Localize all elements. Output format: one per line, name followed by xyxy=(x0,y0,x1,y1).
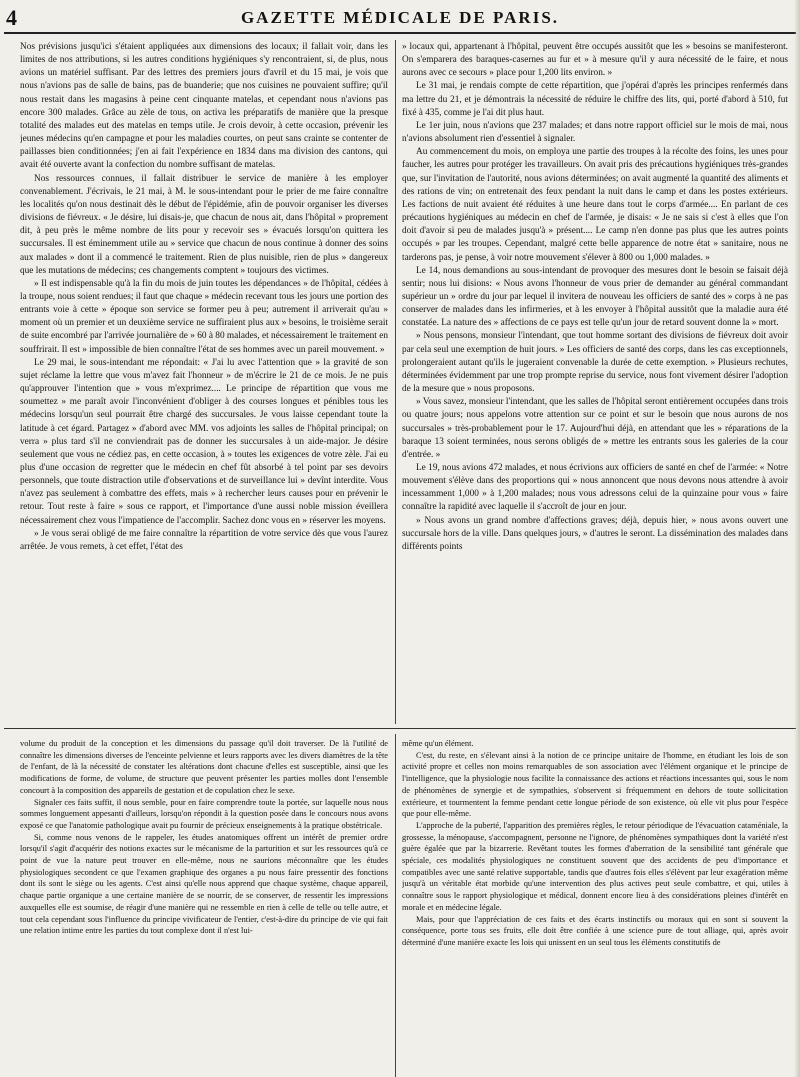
lower-right-column xyxy=(402,738,788,1074)
paragraph: » Il est indispensable qu'à la fin du mois de juin toutes les dépendances » de l'hôpital, cédées à la troupe, nous soient rendues; il faut que chaque » médecin recevant tous les jours une portion des entrants voie à cette » époque son service se former peu à peu; autrement il arriverait qu'au » moment où un premier et un deuxième service ne suffiraient plus aux » besoins, le troisième serait de suite encombré par l'arrivée journalière de » 60 à 80 malades, et nécessairement le traitement en souffrirait. Il est » impossible de bien connaître l'état de ses hommes avec un pareil mouvement. » xyxy=(20,278,388,355)
paragraph: Le 14, nous demandions au sous-intendant de provoquer des mesures dont le besoin se faisait déjà sentir; nous lui disions: « Nous avons l'honneur de vous prier de demander au général commandant supérieur un » ordre du jour par lequel il invitera de nouveau les officiers de santé des » corps à ne pas conserver de malades dans les infirmeries, et à les envoyer à l'hôpital aussitôt que la maladie aura été constatée. La nature des » affections de ce pays est telle qu'un jour de retard souvent donne la » mort. xyxy=(402,265,788,329)
lower-left-column xyxy=(20,738,388,1074)
paragraph: Signaler ces faits suffit, il nous semble, pour en faire comprendre toute la portée, sur laquelle nous nous sommes longuement appesanti d'ailleurs, lorsqu'on répondit à la question posée dans le concours nous avons exposé ce que l'anatomie pathologique avait pu fournir de précieux enseignements à la pratique obstétricale. xyxy=(20,797,388,830)
paragraph: » locaux qui, appartenant à l'hôpital, peuvent être occupés aussitôt que les » besoins se manifesteront. On s'emparera des baraques-casernes au fur et » à mesure qu'il y aura nécessité de le faire, et nous aurons avec ce secours » place pour 1,200 lits environ. » xyxy=(402,42,788,79)
paragraph: L'approche de la puberté, l'apparition des premières règles, le retour périodique de l'évacuation cataméniale, la grossesse, la ménopause, s'accompagnent, personne ne l'ignore, de phénomènes sympathiques dont la variété n'est guère égalée que par la bizarrerie. Revêtant toutes les formes d'aberration de la sensibilité tant générale que spéciale, ces modalités physiologiques ne constituent souvent que des accidents de peu d'importance et compatibles avec une santé relative supportable, tandis que d'autres fois elles s'élèvent par leur exagération même jusqu'à un véritable état morbide qu'une intervention des plus actives peut seule combattre, et qui, utiles à connaître sous le rapport physiologique et médical, donnent encore lieu à des considérations pleines d'intérêt en morale et en médecine légale. xyxy=(402,820,788,912)
paragraph: même qu'un élément. xyxy=(402,739,474,748)
paragraph: » Vous savez, monsieur l'intendant, que les salles de l'hôpital seront entièrement occupées dans trois ou quatre jours; nous appelons votre attention sur ce point et sur le besoin que nous aurons de nos succursales » très-probablement pour le 17. Aujourd'hui déjà, en attendant que les » réparations de la baraque 13 soient terminées, nous serons obligés de » mettre les entrants sous les galeries de la cour d'entrée. » xyxy=(402,397,788,460)
column-divider xyxy=(395,40,396,724)
paragraph: Nos prévisions jusqu'ici s'étaient appliquées aux dimensions des locaux; il fallait voir, dans les limites de nos attributions, si les autres conditions hygiéniques s'y rencontraient, si, de plus, nous avions un matériel suffisant. Par des lettres des premiers jours d'avril et du 15 mai, je vois que nous n'avions pas de salle de bains, pas de buanderie; que nos cuisines ne pouvaient suffire; qu'il nous restait dans les magasins à peine cent cinquante matelas, et cependant nous n'avions pas encore 300 malades. Grâce au zèle de tous, on activa les préparatifs de manière que la presque totalité des malades eut des matelas en temps utile. Je crois devoir, à cette occasion, prévenir les jeunes médecins qu'en campagne et pour les maladies courtes, on peut sans crainte se contenter de paillasses bien conditionnées; j'en ai fait l'expérience en 1834 dans ma division des cantons, qui avait été ouverte avant la confection du nombre suffisant de matelas. xyxy=(20,42,388,171)
paragraph: Le 1er juin, nous n'avions que 237 malades; et dans notre rapport officiel sur le mois de mai, nous n'avions absolument rien d'essentiel à signaler. xyxy=(402,120,788,145)
masthead-title: GAZETTE MÉDICALE DE PARIS. xyxy=(240,8,560,27)
paragraph: C'est, du reste, en s'élevant ainsi à la notion de ce principe unitaire de l'homme, en étudiant les lois de son activité propre et celles non moins remarquables de son association avec l'élément organique et le principe de l'intelligence, que la physiologie nous facilite la connaissance des actions et réactions incessantes qui, sous le nom de phénomènes de synergie et de sympathies, s'observent si fréquemment en dehors de toute sollicitation extérieure, et tourmentent la femme pendant cette longue période de son existence, où elle vit plus pour l'espèce que pour elle-même. xyxy=(402,750,788,819)
paragraph: Au commencement du mois, on employa une partie des troupes à la récolte des foins, les unes pour faucher, les autres pour protéger les travailleurs. On avait pris des précautions hygiéniques très-grandes que, sur l'invitation de l'autorité, nous avions déterminées; on avait augmenté la quantité des aliments et des rations de vin; on entretenait des feux pendant la nuit dans le camp et dans les postes extérieurs. Les factions de nuit avaient été réduites à une heure dans tout le corps d'armée.... En parlant de ces précautions hygiéniques au médecin en chef de l'armée, je disais: « Je ne sais si c'est à elles que l'on doit d'avoir si peu de malades jusqu'à » présent.... Le camp n'en donne pas plus que les autres points occupés » par les troupes. Cependant, malgré cette belle apparence de notre état » sanitaire, nous ne tarderons pas, je pense, à voir notre mouvement s'élever à 800 ou 1,000 malades. » xyxy=(402,147,788,263)
upper-right-column xyxy=(402,41,788,723)
page-header xyxy=(0,0,800,34)
paragraph: » Je vous serai obligé de me faire connaître la répartition de votre service dès que vous l'aurez arrêtée. Je vous remets, à cet effet, l'état des xyxy=(20,528,388,552)
paragraph: Le 19, nous avions 472 malades, et nous écrivions aux officiers de santé en chef de l'armée: « Notre mouvement s'élève dans des proportions qui » nous annoncent que nous devons nous attendre à avoir incessamment 1,000 » à 1,200 malades; nous vous adressons celui de la quinzaine pour vous » faire connaître la rapidité avec laquelle il s'accroît de jour en jour. xyxy=(402,463,788,513)
column-divider xyxy=(395,734,396,1077)
paragraph: » Nous avons un grand nombre d'affections graves; déjà, depuis hier, » nous avons ouvert une succursale hors de la ville. Dans quelques jours, » d'autres le seront. La dissémination des malades dans différents points xyxy=(402,515,788,552)
upper-left-column xyxy=(20,41,388,723)
paragraph: Si, comme nous venons de le rappeler, les études anatomiques offrent un intérêt de premier ordre lorsqu'il s'agit d'acquérir des notions exactes sur le mécanisme de la parturition et sur les ressources qu'à ce point de vue la nature peut trouver en elle-même, nous ne saurions méconnaître que les études physiologiques secondent ce que l'examen graphique des organes a pu nous faire pressentir des fonctions dont ils sont le siège ou les agents. C'est ainsi qu'elle nous apprend que chaque système, chaque appareil, chaque partie organique a une certaine manière de se nourrir, de se conserver, de ressentir les impressions auxquelles elle est soumise, de réagir d'une manière qui ne ressemble en rien à celle de telle ou telle autre, et tout cela cependant sous l'influence du principe vivificateur de l'entier, c'est-à-dire du principe de vie qui fait une relation intime entre les parties du tout complexe dont il n'est lui- xyxy=(20,832,388,936)
header-rule xyxy=(4,32,796,34)
paragraph: Le 29 mai, le sous-intendant me répondait: « J'ai lu avec l'attention que » la gravité de son sujet réclame la lettre que vous m'avez fait l'honneur » de m'écrire le 21 de ce mois. Je ne puis qu'approuver l'intention que » vous m'exprimez.... Le principe de répartition que vous me soumettez » me paraît avoir l'inconvénient d'obliger à des courses longues et pénibles tous les médecins lorsqu'un seul pourrait être chargé des succursales. Je vous laisse cependant toute la latitude à cet égard. Partagez » d'abord avec MM. vos adjoints les salles de l'hôpital principal; on verra » plus tard s'il ne conviendrait pas de donner les succursales à un aide-major. Je désire seulement que vous ne cédiez pas, en cette occasion, à » toutes les exigences de votre zèle. J'ai eu plus d'une occasion de regretter que le médecin en chef fût absorbé à tel point par ses devoirs personnels, que toute distraction utile d'observations et de surveillance lui » devînt interdite. Vous n'avez pas seulement à combattre des effets, mais » à rechercher leurs causes pour en prévenir le retour. Tout reste à faire » sous ce rapport, et l'importance d'une aussi noble mission éveillera nécessairement chez vous l'impatience de l'accomplir. Sachez donc vous en » réserver les moyens. xyxy=(20,357,388,526)
paragraph: » Nous pensons, monsieur l'intendant, que tout homme sortant des divisions de fiévreux doit avoir par cela seul une exemption de huit jours. » Les officiers de santé des corps, dans les cas exceptionnels, prolongeraient autant qu'ils le jugeraient convenable la durée de cette exemption. » Plusieurs rechutes, déterminées évidemment par une trop prompte reprise du service, nous font vivement désirer l'adoption de la mesure que » nous proposons. xyxy=(402,331,788,395)
page-number: 4 xyxy=(6,5,17,30)
paragraph: Le 31 mai, je rendais compte de cette répartition, que j'opérai d'après les principes renfermés dans ma lettre du 21, et je démontrais la nécessité de réduire le chiffre des lits, qui, porté d'abord à 510, fut fixé à 435, comme je l'ai dit plus haut. xyxy=(402,81,788,118)
page-edge xyxy=(794,0,800,1077)
paragraph: Mais, pour que l'appréciation de ces faits et des écarts instinctifs ou moraux qui en sont si souvent la conséquence, porte tous ses fruits, elle doit être confiée à une science pure de tout alliage, qui, après avoir déterminé d'une manière exacte les lois qui unissent en un seul tous les éléments constitutifs de xyxy=(402,914,788,947)
section-rule xyxy=(4,728,796,729)
paragraph: volume du produit de la conception et les dimensions du passage qu'il doit traverser. De là l'utilité de connaître les dimensions diverses de l'enceinte pelvienne et leurs rapports avec les divers diamètres de la tête de l'enfant, de là la nécessité de constater les altérations dont chacune d'elles est susceptible, ainsi que les modifications de forme, de volume, de structure que peuvent présenter les parties molles dont l'ensemble concourt à la composition des appareils de gestation et de copulation chez le sexe. xyxy=(20,739,388,795)
paragraph: Nos ressources connues, il fallait distribuer le service de manière à les employer convenablement. J'écrivais, le 21 mai, à M. le sous-intendant pour le prier de me faire connaître les localités qu'on nous destinait dès le début de l'épidémie, afin de pouvoir organiser les diverses divisions de fiévreux. « Je désire, lui disais-je, que chacun de nous ait, dans l'hôpital » proprement dit, à peu près le même nombre de lits pour y recevoir ses » évacués lorsqu'on quittera les succursales. Il est éminemment utile au » service que chacun de nous continue à donner des soins aux malades » dont il a commencé le traitement. Rien de plus nuisible, rien de plus » dangereux que les mutations de médecins; ces changements comptent » toujours des victimes. xyxy=(20,173,388,276)
